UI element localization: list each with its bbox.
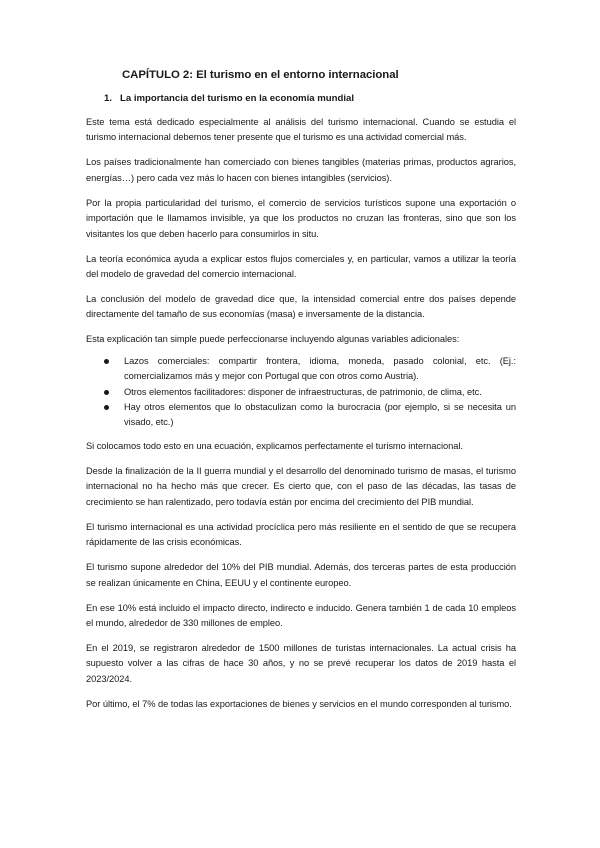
list-item-text: Hay otros elementos que lo obstaculizan como la burocracia (por ejemplo, si se necesita un visado, etc.) <box>124 402 516 428</box>
list-item <box>104 385 516 400</box>
paragraph: Esta explicación tan simple puede perfeccionarse incluyendo algunas variables adicionales: <box>86 334 460 345</box>
paragraph: Desde la finalización de la II guerra mundial y el desarrollo del denominado turismo de masas, el turismo internacional no ha hecho más que crecer. Es cierto que, con el paso de las décadas, las tasas de crecimiento se han ralentizado, pero todavía están por encima del crecimiento del PIB mundial. <box>86 465 516 507</box>
section-title: La importancia del turismo en la economía mundial <box>120 93 355 104</box>
list-item-text: Otros elementos facilitadores: disponer de infraestructuras, de patrimonio, de clima, etc. <box>124 386 482 397</box>
paragraph: Por la propia particularidad del turismo, el comercio de servicios turísticos supone una exportación o importación que le llamamos invisible, ya que los productos no cruzan las fronteras, sino que son los visitantes los que deben hacerlo para consumirlos in situ. <box>86 197 516 239</box>
chapter-title: CAPÍTULO 2: El turismo en el entorno internacional <box>122 69 399 81</box>
document-body <box>86 68 516 722</box>
paragraph: El turismo supone alrededor del 10% del PIB mundial. Además, dos terceras partes de esta producción se realizan únicamente en China, EEUU y el continente europeo. <box>86 562 516 588</box>
paragraph: La teoría económica ayuda a explicar estos flujos comerciales y, en particular, vamos a utilizar la teoría del modelo de gravedad del comercio internacional. <box>86 253 516 280</box>
paragraph: Si colocamos todo esto en una ecuación, explicamos perfectamente el turismo internacional. <box>86 440 463 451</box>
list-item <box>104 354 516 385</box>
section-heading <box>104 92 516 105</box>
paragraph: Este tema está dedicado especialmente al análisis del turismo internacional. Cuando se estudia el turismo internacional debemos tener presente que el turismo es una actividad comercial más. <box>86 117 516 143</box>
bullet-icon <box>104 405 109 410</box>
paragraph: Los países tradicionalmente han comerciado con bienes tangibles (materias primas, productos agrarios, energías…) pero cada vez más lo hacen con bienes intangibles (servicios). <box>86 157 516 183</box>
bullet-list <box>86 354 516 431</box>
paragraph: Por último, el 7% de todas las exportaciones de bienes y servicios en el mundo corresponden al turismo. <box>86 698 512 709</box>
paragraph: En ese 10% está incluido el impacto directo, indirecto e inducido. Genera también 1 de cada 10 empleos el mundo, alrededor de 330 millones de empleo. <box>86 602 516 628</box>
section-number: 1. <box>104 93 113 104</box>
paragraph: La conclusión del modelo de gravedad dice que, la intensidad comercial entre dos países depende directamente del tamaño de sus economías (masa) e inversamente de la distancia. <box>86 294 516 320</box>
paragraph: El turismo internacional es una actividad procíclica pero más resiliente en el sentido de que se recupera rápidamente de las crisis económicas. <box>86 521 516 548</box>
bullet-icon <box>104 390 109 395</box>
paragraph: En el 2019, se registraron alrededor de 1500 millones de turistas internacionales. La actual crisis ha supuesto volver a las cifras de hace 30 años, y no se prevé recuperar los datos de 2019 hasta el 2023/2024. <box>86 642 516 684</box>
list-item-text: Lazos comerciales: compartir frontera, idioma, moneda, pasado colonial, etc. (Ej.: comercializamos más y mejor con Portugal que con otros como Austria). <box>124 355 516 382</box>
list-item <box>104 400 516 431</box>
bullet-icon <box>104 359 109 364</box>
